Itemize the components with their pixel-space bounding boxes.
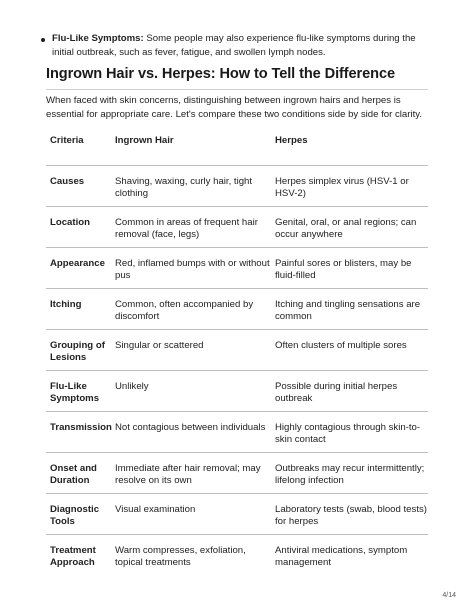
table-row: [46, 371, 428, 412]
table-row: [46, 330, 428, 371]
herpes-cell: Highly contagious through skin-to-skin contact: [275, 422, 421, 445]
herpes-cell: Outbreaks may recur intermittently; lifelong infection: [275, 463, 425, 486]
table-row: [46, 535, 428, 576]
column-header: Herpes: [275, 135, 308, 146]
criteria-cell: Transmission: [50, 422, 112, 433]
comparison-table: [46, 126, 428, 575]
herpes-cell: Antiviral medications, symptom management: [275, 545, 408, 568]
herpes-cell: Often clusters of multiple sores: [275, 340, 407, 351]
table-row: [46, 248, 428, 289]
ingrown-hair-cell: Red, inflamed bumps with or without pus: [115, 258, 270, 281]
bullet-item-flu-like: [52, 32, 426, 60]
bullet-label: Flu-Like Symptoms:: [52, 33, 144, 44]
table-row: [46, 412, 428, 453]
bullet-dot-icon: [41, 38, 45, 42]
criteria-cell: Onset and Duration: [50, 463, 97, 486]
ingrown-hair-cell: Warm compresses, exfoliation, topical treatments: [115, 545, 246, 568]
table-row: [46, 207, 428, 248]
section-divider: [46, 89, 428, 90]
ingrown-hair-cell: Unlikely: [115, 381, 149, 392]
table-row: [46, 166, 428, 207]
section-intro: When faced with skin concerns, distinguishing between ingrown hairs and herpes is essential for appropriate care. Let's compare these two conditions side by side for clarity.: [46, 95, 422, 120]
table-header-row: [46, 126, 428, 166]
ingrown-hair-cell: Common in areas of frequent hair removal (face, legs): [115, 217, 258, 240]
herpes-cell: Laboratory tests (swab, blood tests) for herpes: [275, 504, 427, 527]
criteria-cell: Flu-Like Symptoms: [50, 381, 100, 404]
criteria-cell: Treatment Approach: [50, 545, 96, 568]
column-header: Criteria: [50, 135, 84, 146]
herpes-cell: Herpes simplex virus (HSV-1 or HSV-2): [275, 176, 409, 199]
ingrown-hair-cell: Singular or scattered: [115, 340, 204, 351]
herpes-cell: Possible during initial herpes outbreak: [275, 381, 398, 404]
table-row: [46, 494, 428, 535]
page-number: 4/14: [442, 592, 456, 599]
ingrown-hair-cell: Immediate after hair removal; may resolve on its own: [115, 463, 261, 486]
criteria-cell: Grouping of Lesions: [50, 340, 105, 363]
section-title: Ingrown Hair vs. Herpes: How to Tell the Difference: [46, 66, 395, 82]
table-row: [46, 289, 428, 330]
ingrown-hair-cell: Visual examination: [115, 504, 196, 515]
herpes-cell: Genital, oral, or anal regions; can occur anywhere: [275, 217, 417, 240]
column-header: Ingrown Hair: [115, 135, 174, 146]
bullet-text: Some people may also experience flu-like symptoms during the initial outbreak, such as fever, fatigue, and swollen lymph nodes.: [52, 33, 416, 58]
ingrown-hair-cell: Shaving, waxing, curly hair, tight clothing: [115, 176, 253, 199]
herpes-cell: Painful sores or blisters, may be fluid-filled: [275, 258, 412, 281]
ingrown-hair-cell: Not contagious between individuals: [115, 422, 266, 433]
table-row: [46, 453, 428, 494]
herpes-cell: Itching and tingling sensations are common: [275, 299, 421, 322]
criteria-cell: Itching: [50, 299, 82, 310]
criteria-cell: Location: [50, 217, 90, 228]
criteria-cell: Causes: [50, 176, 85, 187]
criteria-cell: Appearance: [50, 258, 105, 269]
criteria-cell: Diagnostic Tools: [50, 504, 100, 527]
ingrown-hair-cell: Common, often accompanied by discomfort: [115, 299, 254, 322]
